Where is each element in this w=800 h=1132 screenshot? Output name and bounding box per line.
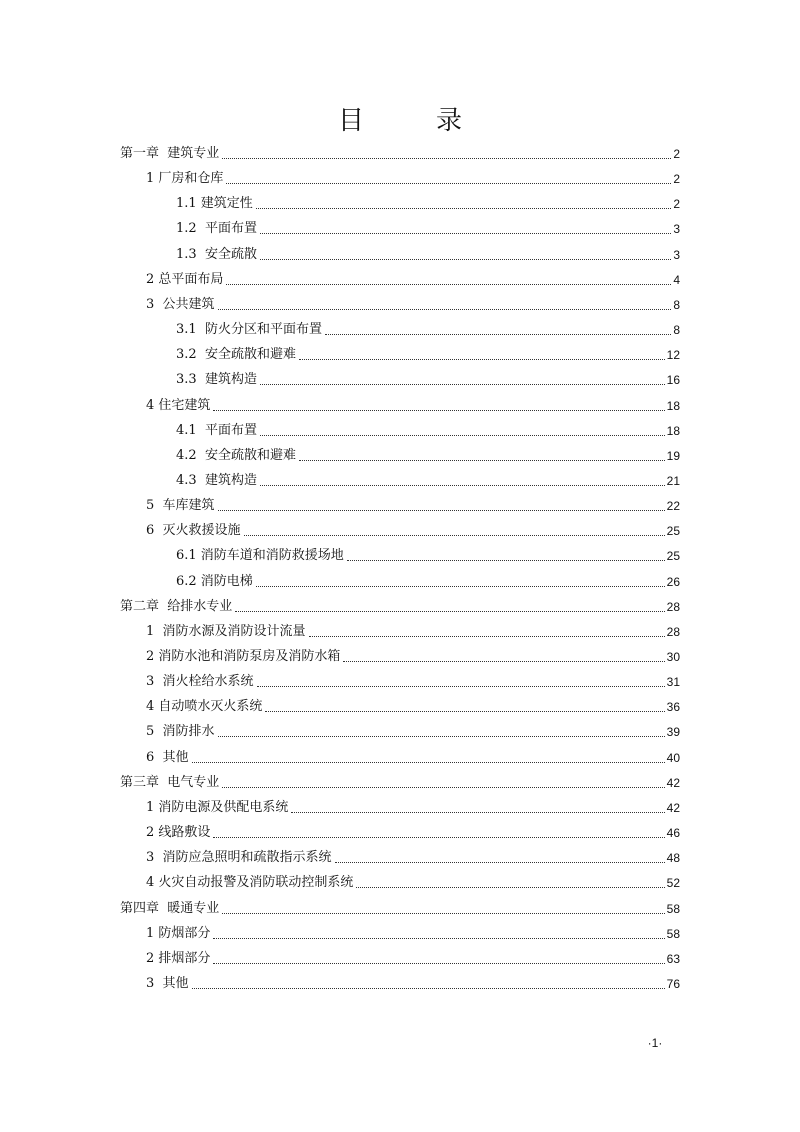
toc-entry[interactable] bbox=[146, 494, 680, 514]
toc-entry-page: 48 bbox=[666, 851, 680, 866]
toc-entry-label: 4 住宅建筑 bbox=[146, 397, 211, 413]
toc-entry[interactable] bbox=[176, 469, 680, 489]
toc-leader-dots bbox=[260, 435, 665, 436]
toc-leader-dots bbox=[218, 736, 665, 737]
toc-leader-dots bbox=[213, 410, 664, 411]
toc-entry[interactable] bbox=[120, 142, 680, 162]
toc-leader-dots bbox=[235, 611, 664, 612]
toc-leader-dots bbox=[226, 183, 671, 184]
toc-entry-label: 3 消火栓给水系统 bbox=[146, 674, 254, 690]
toc-entry-label: 4.3 建筑构造 bbox=[176, 472, 257, 488]
toc-entry-page: 12 bbox=[666, 348, 680, 363]
toc-leader-dots bbox=[222, 913, 664, 914]
toc-leader-dots bbox=[256, 586, 665, 587]
toc-entry-page: 22 bbox=[666, 499, 680, 514]
toc-leader-dots bbox=[218, 510, 665, 511]
toc-entry[interactable] bbox=[176, 343, 680, 363]
page-number: ·1· bbox=[647, 1036, 663, 1050]
toc-leader-dots bbox=[222, 158, 671, 159]
toc-entry-page: 21 bbox=[666, 473, 680, 488]
toc-entry-page: 2 bbox=[673, 147, 680, 161]
toc-entry-page: 26 bbox=[666, 574, 680, 589]
toc-entry-label: 第一章 建筑专业 bbox=[120, 146, 220, 161]
toc-entry-page: 16 bbox=[666, 373, 680, 388]
toc-entry[interactable] bbox=[146, 645, 680, 665]
toc-entry[interactable] bbox=[146, 620, 680, 640]
toc-entry-label: 第三章 电气专业 bbox=[120, 774, 220, 790]
toc-entry-label: 2 消防水池和消防泵房及消防水箱 bbox=[146, 649, 341, 664]
toc-entry-label: 3 公共建筑 bbox=[146, 296, 215, 312]
toc-entry[interactable] bbox=[146, 746, 680, 766]
toc-entry-label: 2 排烟部分 bbox=[146, 950, 211, 966]
toc-entry[interactable] bbox=[146, 394, 680, 414]
toc-entry[interactable] bbox=[146, 670, 680, 690]
toc-entry[interactable] bbox=[146, 293, 680, 313]
toc-entry[interactable] bbox=[120, 897, 680, 917]
toc-entry-page: 58 bbox=[666, 901, 680, 916]
toc-entry-page: 58 bbox=[666, 926, 680, 941]
toc-leader-dots bbox=[260, 384, 665, 385]
toc-entry-page: 19 bbox=[666, 448, 680, 463]
toc-leader-dots bbox=[244, 535, 665, 536]
toc-leader-dots bbox=[260, 485, 665, 486]
toc-entry-label: 6.1 消防车道和消防救援场地 bbox=[176, 548, 344, 564]
toc-entry-page: 40 bbox=[666, 750, 680, 765]
toc-leader-dots bbox=[325, 334, 671, 335]
toc-leader-dots bbox=[309, 636, 665, 637]
toc-entry-label: 1 消防水源及消防设计流量 bbox=[146, 623, 306, 639]
toc-leader-dots bbox=[299, 460, 665, 461]
toc-entry-page: 52 bbox=[666, 876, 680, 891]
toc-leader-dots bbox=[218, 309, 672, 310]
toc-entry-page: 3 bbox=[673, 247, 680, 262]
toc-entry-page: 42 bbox=[666, 800, 680, 815]
toc-entry-page: 30 bbox=[666, 650, 680, 664]
toc-leader-dots bbox=[213, 837, 664, 838]
toc-leader-dots bbox=[356, 887, 664, 888]
toc-entry[interactable] bbox=[146, 796, 680, 816]
toc-entry[interactable] bbox=[176, 444, 680, 464]
toc-entry[interactable] bbox=[146, 947, 680, 967]
toc-entry-label: 6 灭火救援设施 bbox=[146, 523, 241, 539]
toc-leader-dots bbox=[213, 963, 664, 964]
toc-entry-page: 31 bbox=[666, 675, 680, 690]
toc-entry[interactable] bbox=[146, 846, 680, 866]
toc-entry-label: 5 车库建筑 bbox=[146, 498, 215, 514]
toc-entry-label: 1.3 安全疏散 bbox=[176, 246, 257, 262]
toc-entry-page: 4 bbox=[673, 272, 680, 287]
toc-entry-label: 3.3 建筑构造 bbox=[176, 372, 257, 388]
toc-entry-label: 4.1 平面布置 bbox=[176, 422, 257, 438]
toc-entry-page: 8 bbox=[673, 323, 680, 338]
toc-entry-label: 3.1 防火分区和平面布置 bbox=[176, 322, 322, 338]
toc-entry-page: 18 bbox=[666, 398, 680, 413]
toc-leader-dots bbox=[335, 862, 665, 863]
toc-entry-label: 6.2 消防电梯 bbox=[176, 573, 253, 589]
title-char-2: 录 bbox=[436, 106, 463, 136]
toc-entry[interactable] bbox=[146, 922, 680, 942]
toc-entry[interactable] bbox=[176, 192, 680, 212]
toc-leader-dots bbox=[299, 359, 665, 360]
toc-entry-label: 1.1 建筑定性 bbox=[176, 196, 253, 212]
toc-entry[interactable] bbox=[146, 167, 680, 187]
toc-leader-dots bbox=[222, 787, 664, 788]
toc-entry-page: 36 bbox=[666, 700, 680, 715]
toc-entry-page: 39 bbox=[666, 725, 680, 740]
toc-entry-page: 2 bbox=[673, 172, 680, 187]
toc-entry[interactable] bbox=[146, 695, 680, 715]
toc-entry-label: 3 其他 bbox=[146, 975, 189, 991]
toc-leader-dots bbox=[213, 938, 664, 939]
toc-leader-dots bbox=[347, 560, 665, 561]
toc-entry-page: 28 bbox=[666, 624, 680, 639]
toc-leader-dots bbox=[343, 661, 664, 662]
toc-entry[interactable] bbox=[146, 972, 680, 992]
toc-entry[interactable] bbox=[120, 595, 680, 615]
toc-entry-page: 63 bbox=[666, 951, 680, 966]
toc-entry-label: 1 厂房和仓库 bbox=[146, 171, 224, 187]
title-char-1: 目 bbox=[337, 106, 364, 136]
toc-leader-dots bbox=[226, 284, 671, 285]
toc-entry-page: 2 bbox=[673, 197, 680, 212]
toc-entry-label: 4 自动喷水灭火系统 bbox=[146, 699, 263, 715]
toc-entry[interactable] bbox=[176, 544, 680, 564]
toc-leader-dots bbox=[256, 208, 672, 209]
toc-leader-dots bbox=[265, 711, 664, 712]
toc-entry-label: 4.2 安全疏散和避难 bbox=[176, 447, 296, 463]
toc-entry-label: 3.2 安全疏散和避难 bbox=[176, 347, 296, 363]
toc-entry[interactable] bbox=[176, 368, 680, 388]
toc-entry-label: 2 线路敷设 bbox=[146, 825, 211, 841]
toc-leader-dots bbox=[291, 812, 664, 813]
toc-entry-label: 2 总平面布局 bbox=[146, 271, 224, 287]
toc-entry[interactable] bbox=[146, 268, 680, 288]
toc-entry-label: 6 其他 bbox=[146, 749, 189, 765]
toc-entry-page: 25 bbox=[666, 549, 680, 564]
toc-entry-label: 5 消防排水 bbox=[146, 724, 215, 740]
toc-entry-page: 3 bbox=[673, 222, 680, 237]
toc-entry-label: 4 火灾自动报警及消防联动控制系统 bbox=[146, 875, 354, 891]
toc-entry[interactable] bbox=[176, 217, 680, 237]
toc-leader-dots bbox=[192, 988, 665, 989]
toc-entry-page: 76 bbox=[666, 976, 680, 991]
toc-entry-label: 1 消防电源及供配电系统 bbox=[146, 799, 289, 815]
toc-entry-page: 46 bbox=[666, 826, 680, 841]
toc-entry-label: 1.2 平面布置 bbox=[176, 221, 257, 237]
toc-entry-page: 18 bbox=[666, 423, 680, 438]
toc-entry[interactable] bbox=[146, 871, 680, 891]
toc-leader-dots bbox=[257, 686, 665, 687]
toc-entry-page: 28 bbox=[666, 599, 680, 614]
toc-entry[interactable] bbox=[120, 771, 680, 791]
toc-entry[interactable] bbox=[176, 570, 680, 590]
toc-leader-dots bbox=[260, 233, 671, 234]
toc-entry[interactable] bbox=[176, 419, 680, 439]
toc-entry[interactable] bbox=[176, 243, 680, 263]
toc-entry[interactable] bbox=[146, 821, 680, 841]
toc-entry-page: 8 bbox=[673, 297, 680, 312]
toc-entry-label: 3 消防应急照明和疏散指示系统 bbox=[146, 850, 332, 866]
toc-entry-page: 25 bbox=[666, 524, 680, 539]
page-title bbox=[0, 100, 800, 137]
toc-entry-page: 42 bbox=[666, 775, 680, 790]
toc-entry-label: 第二章 给排水专业 bbox=[120, 598, 233, 614]
toc-leader-dots bbox=[260, 259, 671, 260]
toc-entry[interactable] bbox=[146, 519, 680, 539]
toc-entry-label: 1 防烟部分 bbox=[146, 925, 211, 941]
toc-entry[interactable] bbox=[176, 318, 680, 338]
toc-entry-label: 第四章 暖通专业 bbox=[120, 900, 220, 916]
toc-entry[interactable] bbox=[146, 720, 680, 740]
toc-leader-dots bbox=[192, 762, 665, 763]
